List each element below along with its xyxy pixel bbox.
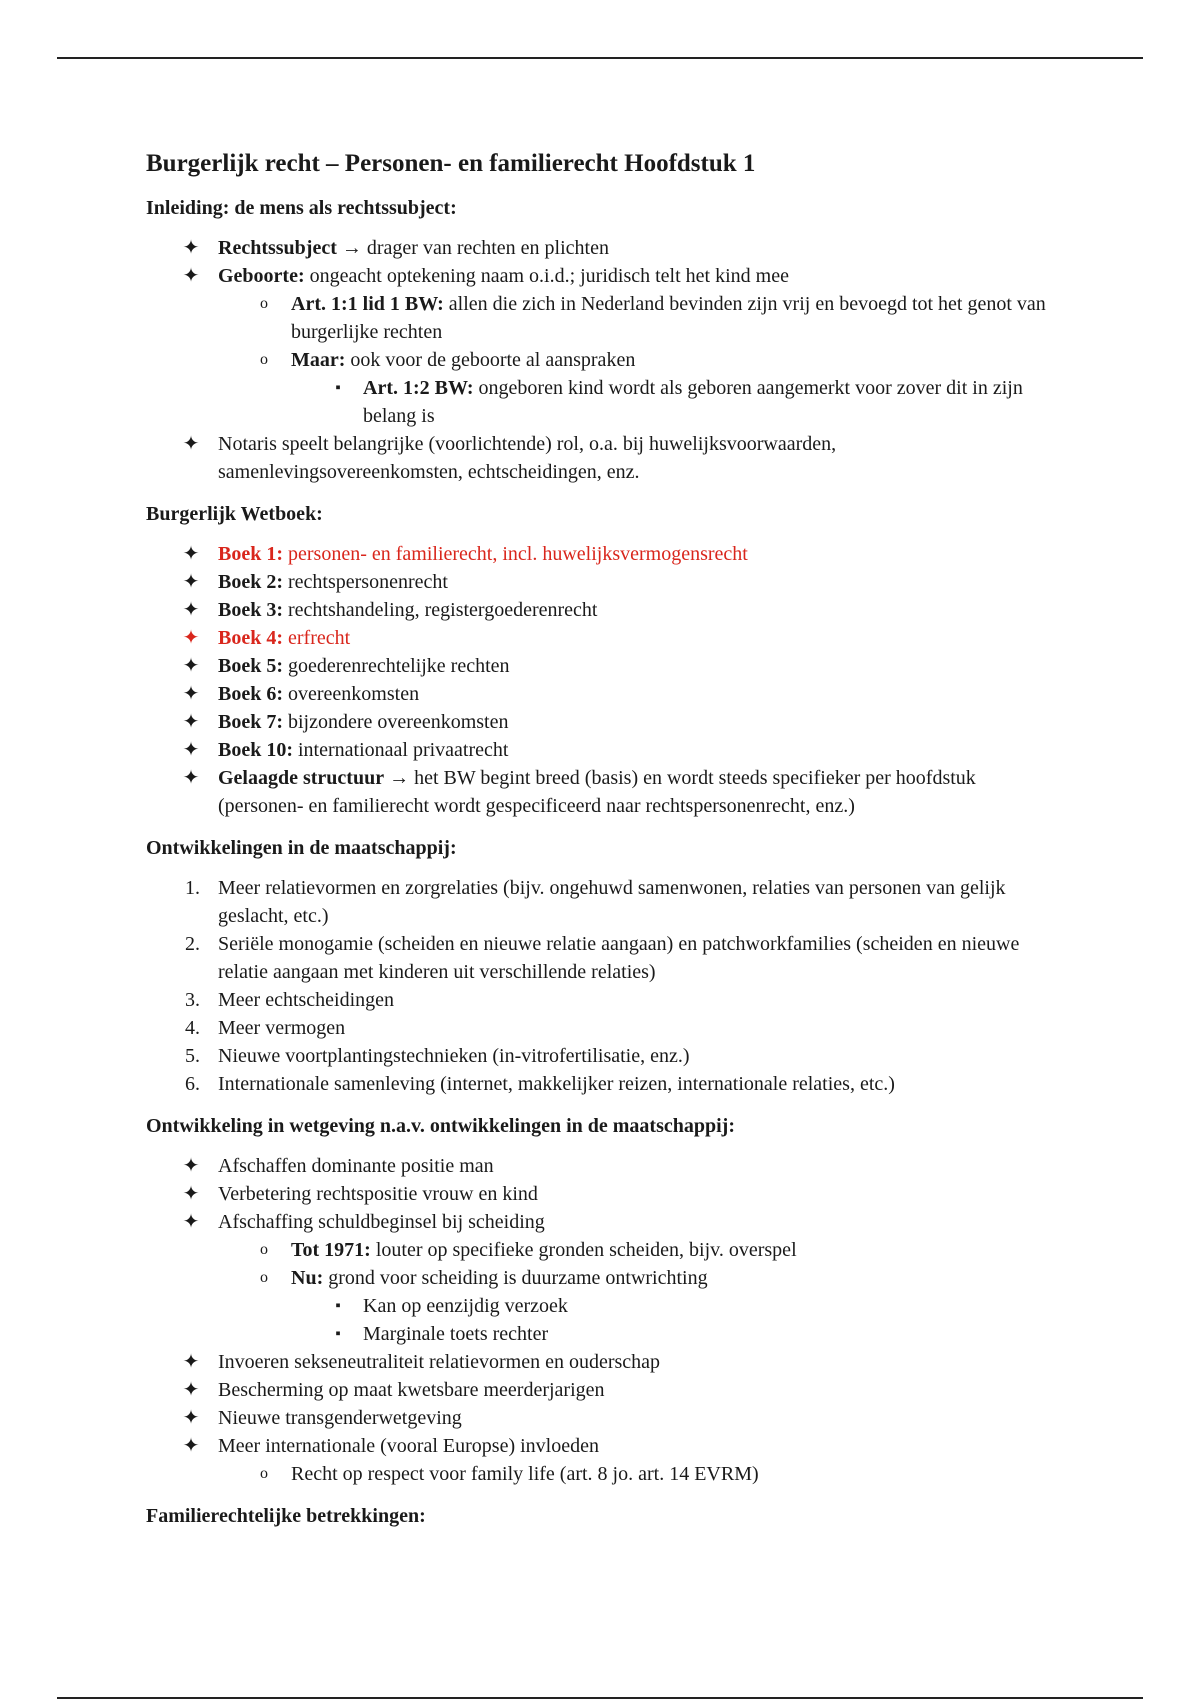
list-number: 1. — [185, 877, 200, 899]
star-bullet-icon: ✦ — [182, 237, 200, 259]
list-item-boek-3: ✦ Boek 3: rechtshandeling, registergoederenrecht — [146, 596, 1046, 624]
star-bullet-icon: ✦ — [182, 655, 200, 677]
star-bullet-icon: ✦ — [182, 1183, 200, 1205]
section-heading: Familierechtelijke betrekkingen: — [146, 1505, 426, 1527]
star-bullet-icon: ✦ — [182, 711, 200, 733]
list-item-boek-2: ✦ Boek 2: rechtspersonenrecht — [146, 568, 1046, 596]
square-bullet-icon: ▪ — [335, 1326, 341, 1342]
list-item: ✦ Afschaffing schuldbeginsel bij scheiding — [146, 1208, 1046, 1236]
circle-bullet-icon: o — [260, 1269, 268, 1286]
list-item: o Tot 1971: louter op specifieke gronden scheiden, bijv. overspel — [146, 1236, 1046, 1264]
page-title: Burgerlijk recht – Personen- en familierecht Hoofdstuk 1 — [146, 150, 756, 177]
square-bullet-icon: ▪ — [335, 380, 341, 396]
list-item: ▪ Kan op eenzijdig verzoek — [146, 1292, 1046, 1320]
circle-bullet-icon: o — [260, 295, 268, 312]
list-item: o Nu: grond voor scheiding is duurzame ontwrichting — [146, 1264, 1046, 1292]
list-item-boek-5: ✦ Boek 5: goederenrechtelijke rechten — [146, 652, 1046, 680]
list-item-boek-10: ✦ Boek 10: internationaal privaatrecht — [146, 736, 1046, 764]
list-item: ✦ Invoeren sekseneutraliteit relatievormen en ouderschap — [146, 1348, 1046, 1376]
circle-bullet-icon: o — [260, 1241, 268, 1258]
star-bullet-icon: ✦ — [182, 1155, 200, 1177]
circle-bullet-icon: o — [260, 1465, 268, 1482]
star-bullet-icon: ✦ — [182, 1379, 200, 1401]
section-ontwikkeling-wetgeving — [146, 1112, 1046, 1488]
square-bullet-icon: ▪ — [335, 1298, 341, 1314]
arrow-icon: → — [389, 767, 410, 789]
list-item: o Recht op respect voor family life (art. 8 jo. art. 14 EVRM) — [146, 1460, 1046, 1488]
list-item: ✦ Verbetering rechtspositie vrouw en kind — [146, 1180, 1046, 1208]
list-item: ✦ Notaris speelt belangrijke (voorlichtende) rol, o.a. bij huwelijksvoorwaarden, samenlevingsovereenkomsten, echtscheidingen, enz. — [146, 430, 1046, 486]
section-heading: Ontwikkelingen in de maatschappij: — [146, 837, 457, 859]
circle-bullet-icon: o — [260, 351, 268, 368]
section-heading: Ontwikkeling in wetgeving n.a.v. ontwikkelingen in de maatschappij: — [146, 1115, 735, 1137]
section-heading: Burgerlijk Wetboek: — [146, 503, 323, 525]
star-bullet-icon: ✦ — [182, 543, 200, 565]
bottom-rule — [57, 1697, 1143, 1699]
list-item: ✦ Nieuwe transgenderwetgeving — [146, 1404, 1046, 1432]
list-item: ✦ Bescherming op maat kwetsbare meerderjarigen — [146, 1376, 1046, 1404]
list-number: 5. — [185, 1045, 200, 1067]
star-bullet-icon: ✦ — [182, 1211, 200, 1233]
section-ontwikkelingen-maatschappij — [146, 834, 1046, 1098]
star-bullet-icon: ✦ — [182, 599, 200, 621]
list-item: 6. Internationale samenleving (internet, makkelijker reizen, internationale relaties, etc.) — [146, 1070, 1046, 1098]
star-bullet-icon: ✦ — [182, 1351, 200, 1373]
arrow-icon: → — [341, 237, 362, 259]
star-bullet-icon: ✦ — [182, 1435, 200, 1457]
list-item: ✦ Afschaffen dominante positie man — [146, 1152, 1046, 1180]
star-bullet-icon: ✦ — [182, 767, 200, 789]
bullet-list — [146, 1152, 1046, 1488]
list-item: 3. Meer echtscheidingen — [146, 986, 1046, 1014]
star-bullet-icon: ✦ — [182, 1407, 200, 1429]
top-rule — [57, 57, 1143, 59]
star-bullet-icon: ✦ — [182, 627, 200, 649]
list-item: o Maar: ook voor de geboorte al aanspraken — [146, 346, 1046, 374]
list-item: o Art. 1:1 lid 1 BW: allen die zich in Nederland bevinden zijn vrij en bevoegd tot het genot van burgerlijke rechten — [146, 290, 1046, 346]
section-heading: Inleiding: de mens als rechtssubject: — [146, 197, 457, 219]
list-number: 6. — [185, 1073, 200, 1095]
section-familierechtelijke-betrekkingen — [146, 1502, 1046, 1530]
list-item-boek-1: ✦ Boek 1: personen- en familierecht, incl. huwelijksvermogensrecht — [146, 540, 1046, 568]
list-item: ✦ Geboorte: ongeacht optekening naam o.i.d.; juridisch telt het kind mee — [146, 262, 1046, 290]
star-bullet-icon: ✦ — [182, 571, 200, 593]
numbered-list — [146, 874, 1046, 1098]
section-inleiding — [146, 194, 1046, 486]
list-item: ✦ Meer internationale (vooral Europse) invloeden — [146, 1432, 1046, 1460]
list-item: 4. Meer vermogen — [146, 1014, 1046, 1042]
list-item: ▪ Marginale toets rechter — [146, 1320, 1046, 1348]
star-bullet-icon: ✦ — [182, 433, 200, 455]
section-burgerlijk-wetboek — [146, 500, 1046, 820]
list-item-boek-4: ✦ Boek 4: erfrecht — [146, 624, 1046, 652]
star-bullet-icon: ✦ — [182, 265, 200, 287]
list-item-boek-7: ✦ Boek 7: bijzondere overeenkomsten — [146, 708, 1046, 736]
list-item: 1. Meer relatievormen en zorgrelaties (bijv. ongehuwd samenwonen, relaties van personen van gelijk geslacht, etc.) — [146, 874, 1046, 930]
bullet-list — [146, 540, 1046, 820]
list-number: 3. — [185, 989, 200, 1011]
list-item-boek-6: ✦ Boek 6: overeenkomsten — [146, 680, 1046, 708]
star-bullet-icon: ✦ — [182, 739, 200, 761]
star-bullet-icon: ✦ — [182, 683, 200, 705]
list-item: 5. Nieuwe voortplantingstechnieken (in-vitrofertilisatie, enz.) — [146, 1042, 1046, 1070]
list-item: ▪ Art. 1:2 BW: ongeboren kind wordt als geboren aangemerkt voor zover dit in zijn belang is — [146, 374, 1046, 430]
list-number: 2. — [185, 933, 200, 955]
list-item-gelaagde-structuur: ✦ Gelaagde structuur → het BW begint breed (basis) en wordt steeds specifieker per hoofdstuk (personen- en familierecht wordt gespecificeerd naar rechtspersonenrecht, enz.) — [146, 764, 1046, 820]
list-item: 2. Seriële monogamie (scheiden en nieuwe relatie aangaan) en patchworkfamilies (scheiden en nieuwe relatie aangaan met kinderen uit verschillende relaties) — [146, 930, 1046, 986]
document-body — [146, 146, 1046, 1544]
bullet-list — [146, 234, 1046, 486]
list-number: 4. — [185, 1017, 200, 1039]
list-item: ✦ Rechtssubject → drager van rechten en plichten — [146, 234, 1046, 262]
